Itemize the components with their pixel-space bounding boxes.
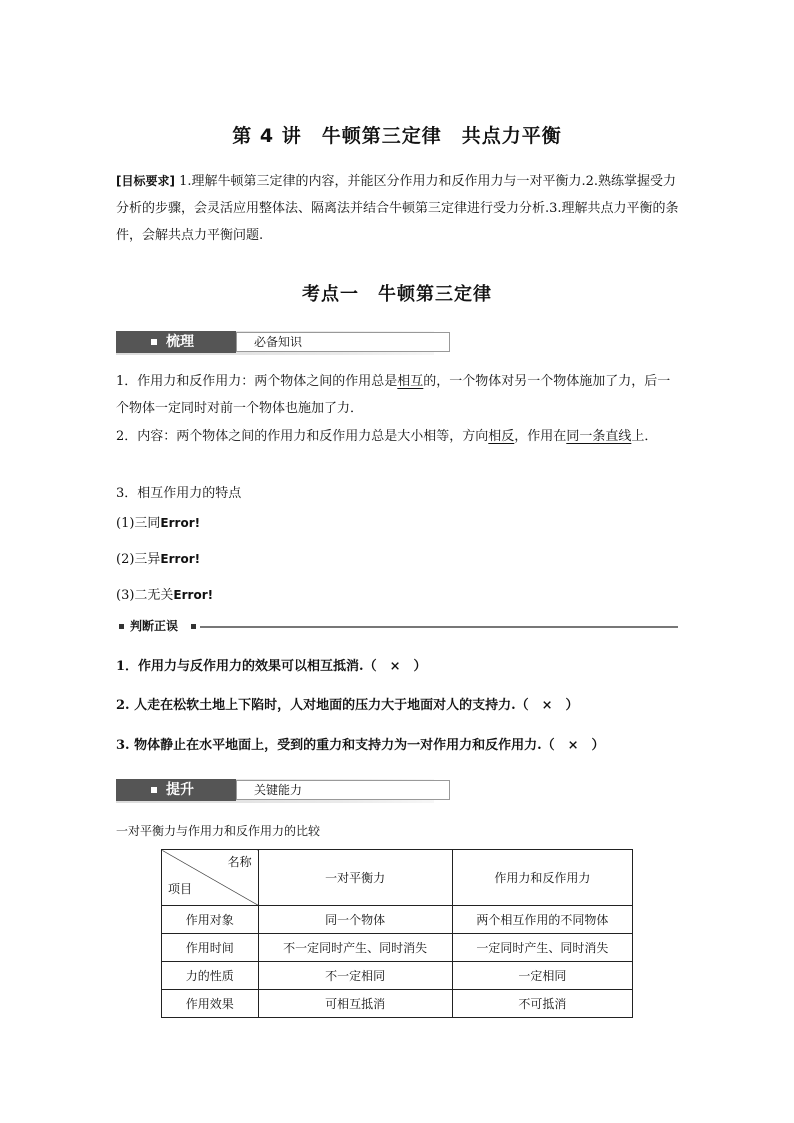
feature-1 — [116, 512, 200, 531]
point-1-text: 1．作用力和反作用力：两个物体之间的作用总是 — [116, 374, 398, 389]
table-row — [162, 990, 633, 1018]
goal-text: 1.理解牛顿第三定律的内容，并能区分作用力和反作用力与一对平衡力.2.熟练掌握受力分析的步骤，会灵活应用整体法、隔离法并结合牛顿第三定律进行受力分析.3.理解共点力平衡的条件，会解共点力平衡问题. — [116, 174, 679, 243]
feature-1-error: Error! — [160, 516, 201, 530]
table-cell: 不一定相同 — [258, 962, 452, 990]
learning-goals — [116, 168, 682, 249]
table-corner-cell — [162, 850, 259, 906]
point-2-text-mid: ，作用在 — [514, 429, 567, 444]
feature-1-label: (1)三同 — [116, 516, 161, 531]
point-1-keyword: 相互 — [397, 374, 424, 389]
lesson-title: 第 4 讲 牛顿第三定律 共点力平衡 — [232, 125, 562, 147]
table-caption: 一对平衡力与作用力和反作用力的比较 — [116, 824, 321, 838]
banner-label: 梳理 — [166, 334, 194, 350]
table-cell: 不一定同时产生、同时消失 — [258, 934, 452, 962]
feature-2-error: Error! — [160, 552, 201, 566]
point-2-keyword-1: 相反 — [488, 429, 515, 444]
judge-question-1: 1．作用力与反作用力的效果可以相互抵消.（ × ） — [116, 659, 427, 674]
point-1 — [116, 368, 682, 422]
judge-question-2: 2. 人走在松软土地上下陷时，人对地面的压力大于地面对人的支持力.（ × ） — [116, 698, 579, 713]
feature-3-error: Error! — [173, 588, 214, 602]
comparison-table — [161, 849, 633, 1018]
table-row — [162, 934, 633, 962]
table-row — [162, 962, 633, 990]
table-cell: 两个相互作用的不同物体 — [452, 906, 632, 934]
column-header: 一对平衡力 — [258, 850, 452, 906]
table-header-row — [162, 850, 633, 906]
judge-header — [116, 617, 678, 637]
judge-question-3: 3. 物体静止在水平地面上，受到的重力和支持力为一对作用力和反作用力.（ × ） — [116, 738, 605, 753]
square-bullet-icon — [151, 787, 157, 793]
point-1-text-rest: 的，一个物体对另一个物体施加了力，后一个物体一定同时对前一个物体也施加了力． — [116, 374, 671, 416]
feature-3-label: (3)二无关 — [116, 588, 174, 603]
point-2-text: 2．内容：两个物体之间的作用力和反作用力总是大小相等，方向 — [116, 429, 489, 444]
table-cell: 一定相同 — [452, 962, 632, 990]
table-cell: 可相互抵消 — [258, 990, 452, 1018]
column-header: 作用力和反作用力 — [452, 850, 632, 906]
corner-bottom-label: 项目 — [168, 882, 193, 896]
feature-3 — [116, 584, 213, 603]
table-cell: 不可抵消 — [452, 990, 632, 1018]
feature-2 — [116, 548, 200, 567]
banner-sublabel: 关键能力 — [254, 783, 303, 797]
row-label: 力的性质 — [162, 962, 259, 990]
corner-top-label: 名称 — [227, 855, 252, 869]
divider — [200, 626, 678, 628]
feature-2-label: (2)三异 — [116, 552, 161, 567]
banner-sublabel: 必备知识 — [254, 335, 303, 349]
banner-label: 提升 — [166, 782, 194, 798]
square-bullet-icon — [119, 624, 124, 629]
table-cell: 一定同时产生、同时消失 — [452, 934, 632, 962]
judge-label: 判断正误 — [130, 619, 179, 633]
square-bullet-icon — [151, 339, 157, 345]
square-bullet-icon — [191, 624, 196, 629]
point-2-keyword-2: 同一条直线 — [566, 429, 632, 444]
banner-improve — [116, 777, 434, 805]
row-label: 作用对象 — [162, 906, 259, 934]
section-title: 考点一 牛顿第三定律 — [302, 284, 492, 305]
point-2-text-end: 上． — [631, 429, 658, 444]
row-label: 作用效果 — [162, 990, 259, 1018]
table-cell: 同一个物体 — [258, 906, 452, 934]
banner-review — [116, 329, 434, 357]
goal-tag: [目标要求] — [116, 174, 175, 188]
point-3: 3．相互作用力的特点 — [116, 486, 242, 501]
row-label: 作用时间 — [162, 934, 259, 962]
table-row — [162, 906, 633, 934]
point-2 — [116, 423, 682, 450]
